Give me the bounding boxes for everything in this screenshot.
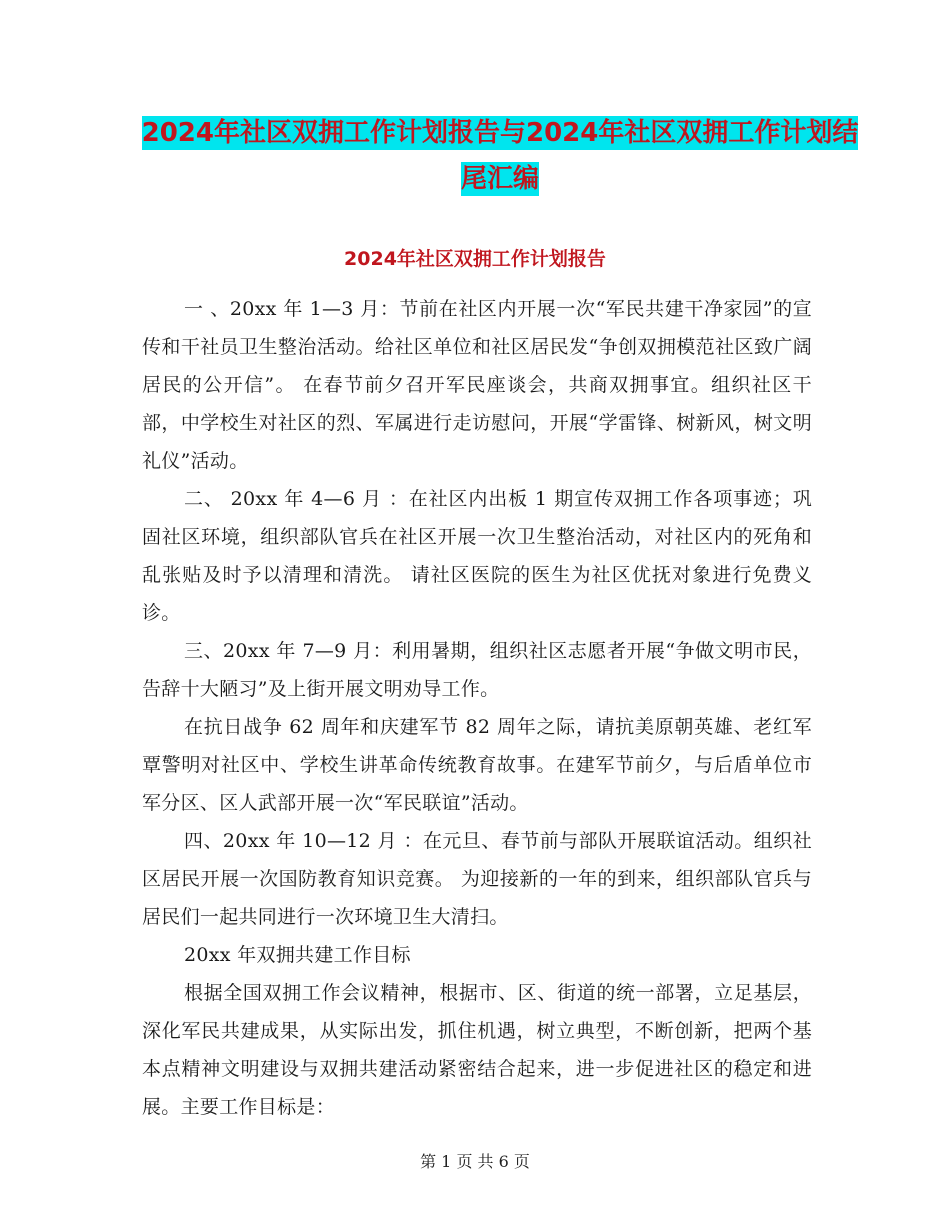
paragraph-3: 三、20xx 年 7—9 月：利用暑期，组织社区志愿者开展“争做文明市民，告辞十大陋习”及上街开展文明劝导工作。 xyxy=(142,640,812,700)
paragraph-5: 四、20xx 年 10—12 月 ：在元旦、春节前与部队开展联谊活动。组织社区居民开展一次国防教育知识竞赛。 为迎接新的一年的到来，组织部队官兵与居民们一起共同进行一次环境卫生大清扫。 xyxy=(142,830,812,928)
document-body xyxy=(142,290,812,1126)
paragraph-7: 根据全国双拥工作会议精神，根据市、区、街道的统一部署，立足基层，深化军民共建成果，从实际出发，抓住机遇，树立典型，不断创新，把两个基本点精神文明建设与双拥共建活动紧密结合起来，进一步促进社区的稳定和进展。主要工作目标是： xyxy=(142,982,812,1118)
document-title-text: 2024年社区双拥工作计划报告与2024年社区双拥工作计划结尾汇编 xyxy=(141,118,859,194)
page-footer: 第 1 页 共 6 页 xyxy=(420,1152,530,1171)
paragraph-4: 在抗日战争 62 周年和庆建军节 82 周年之际，请抗美原朝英雄、老红军覃警明对社区中、学校生讲革命传统教育故事。在建军节前夕，与后盾单位市军分区、区人武部开展一次“军民联谊”活动。 xyxy=(142,716,812,814)
section-title: 2024年社区双拥工作计划报告 xyxy=(344,248,606,270)
paragraph-1: 一 、20xx 年 1—3 月：节前在社区内开展一次“军民共建干净家园”的宣传和干社员卫生整治活动。给社区单位和社区居民发“争创双拥模范社区致广阔居民的公开信”。 在春节前夕召开军民座谈会，共商双拥事宜。组织社区干部，中学校生对社区的烈、军属进行走访慰问，开展“学雷锋、树新风，树文明礼仪”活动。 xyxy=(142,298,812,472)
document-title xyxy=(140,110,860,202)
paragraph-2: 二、 20xx 年 4—6 月 ：在社区内出板 1 期宣传双拥工作各项事迹；巩固社区环境，组织部队官兵在社区开展一次卫生整治活动，对社区内的死角和乱张贴及时予以清理和清洗。 请社区医院的医生为社区优抚对象进行免费义诊。 xyxy=(142,488,812,624)
paragraph-6: 20xx 年双拥共建工作目标 xyxy=(184,944,411,966)
